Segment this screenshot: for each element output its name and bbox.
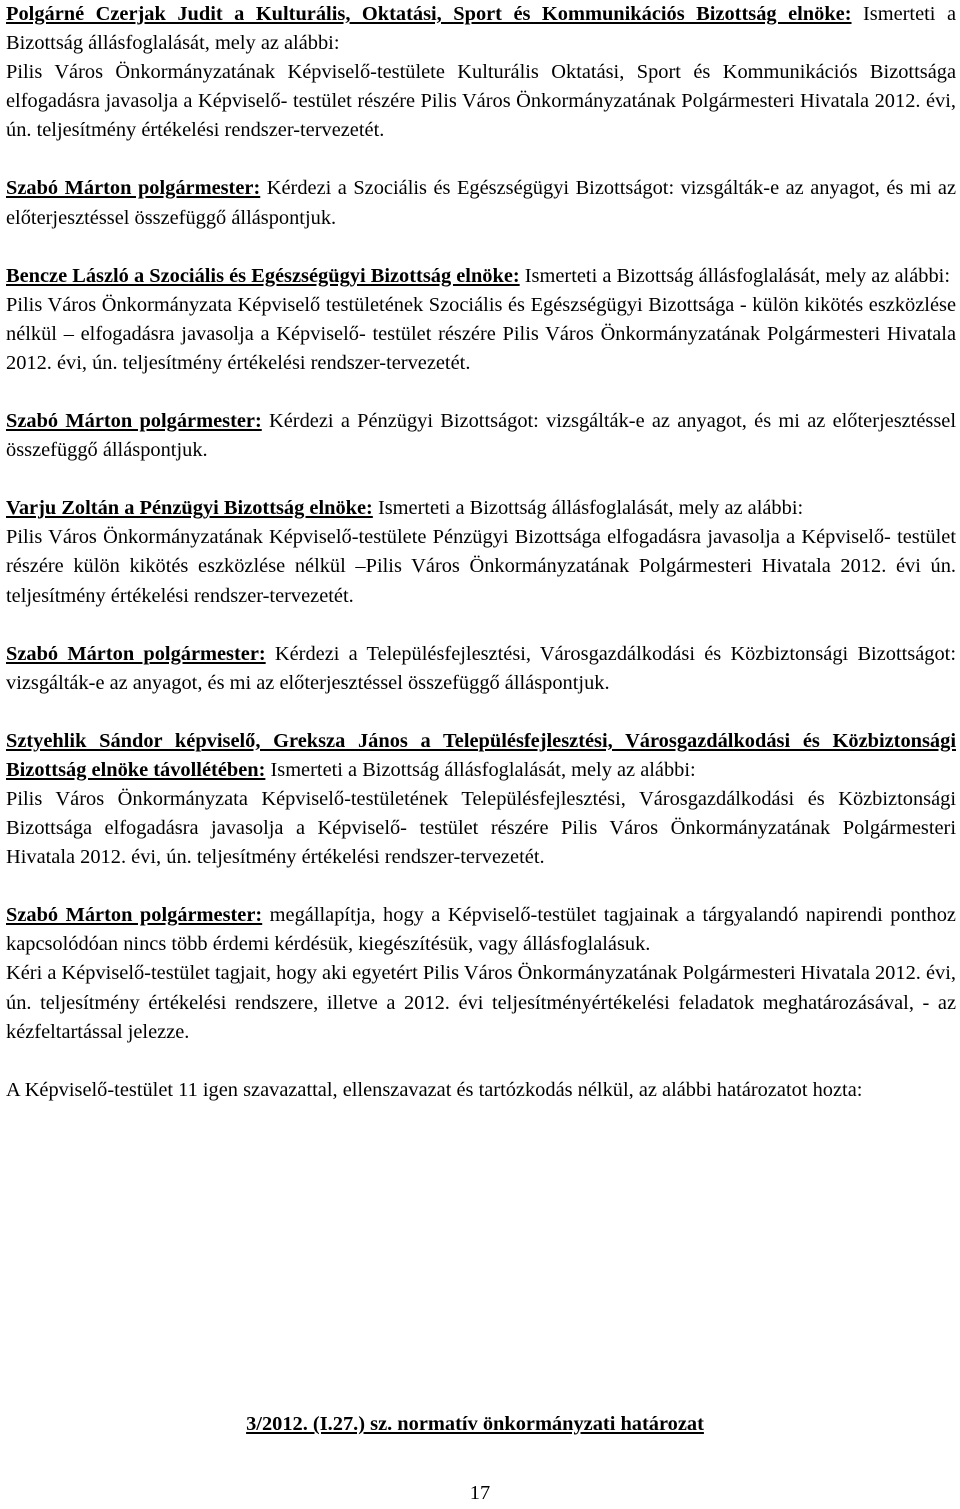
statement	[6, 174, 956, 232]
statement-block	[6, 901, 956, 1046]
statement-block	[6, 174, 956, 232]
statement-block	[6, 0, 956, 145]
statement-block	[6, 262, 956, 378]
speaker-name: Szabó Márton polgármester:	[6, 642, 266, 665]
paragraph-gap	[6, 1047, 956, 1076]
statement-block	[6, 407, 956, 465]
paragraph-gap	[6, 611, 956, 640]
statement-text: Kérdezi a Pénzügyi Bizottságot: vizsgálták-e az anyagot, és mi az előterjesztéssel összefüggő álláspontjuk.	[6, 410, 956, 462]
statement-block	[6, 640, 956, 698]
statement-block	[6, 494, 956, 610]
statement-text: megállapítja, hogy a Képviselő-testület tagjainak a tárgyalandó napirendi ponthoz kapcsolódóan nincs több érdemi kérdésük, kiegészítésük, vagy állásfoglalásuk.	[6, 904, 956, 956]
statement	[6, 727, 956, 785]
committee-position: Pilis Város Önkormányzata Képviselő-testületének Településfejlesztési, Városgazdálkodási és Közbiztonsági Bizottsága elfogadásra javasolja a Képviselő- testület részére Pilis Város Önkormányzatának Polgármesteri Hivatala 2012. évi, ún. teljesítmény értékelési rendszer-tervezetét.	[6, 787, 956, 869]
statement-text: Kérdezi a Szociális és Egészségügyi Bizottságot: vizsgálták-e az anyagot, és mi az előterjesztéssel összefüggő álláspontjuk.	[6, 177, 956, 229]
statement-text: Ismerteti a Bizottság állásfoglalását, mely az alábbi:	[6, 3, 957, 55]
statement	[6, 494, 956, 523]
speaker-name: Varju Zoltán a Pénzügyi Bizottság elnöke:	[6, 497, 373, 520]
statement-text: Ismerteti a Bizottság állásfoglalását, mely az alábbi:	[519, 264, 950, 287]
statement	[6, 407, 956, 465]
paragraph-gap	[6, 145, 956, 174]
statement	[6, 640, 956, 698]
committee-position: Pilis Város Önkormányzata Képviselő testületének Szociális és Egészségügyi Bizottsága - külön kikötés eszközlése nélkül – elfogadásra javasolja a Képviselő- testület részére Pilis Város Önkormányzatának Polgármesteri Hivatala 2012. évi, ún. teljesítmény értékelési rendszer-tervezetét.	[6, 293, 956, 374]
speaker-name: Szabó Márton polgármester:	[6, 410, 262, 433]
document-page	[6, 0, 956, 1105]
vote-result: A Képviselő-testület 11 igen szavazattal, ellenszavazat és tartózkodás nélkül, az alábbi határozatot hozta:	[6, 1078, 863, 1101]
speaker-name: Polgárné Czerjak Judit a Kulturális, Oktatási, Sport és Kommunikációs Bizottság elnöke:	[6, 3, 852, 25]
statement	[6, 901, 956, 959]
page-number: 17	[469, 1482, 491, 1504]
statement-text: Ismerteti a Bizottság állásfoglalását, mely az alábbi:	[372, 497, 804, 520]
request-text: Kéri a Képviselő-testület tagjait, hogy aki egyetért Pilis Város Önkormányzatának Polgármesteri Hivatala 2012. évi, ún. teljesítmény értékelési rendszere, illetve a 2012. évi teljesítményértékelési feladatok meghatározásával, - az kézfeltartással jelezze.	[6, 962, 956, 1043]
speaker-name: Szabó Márton polgármester:	[6, 177, 261, 200]
committee-position: Pilis Város Önkormányzatának Képviselő-testülete Pénzügyi Bizottsága elfogadásra javasolja a Képviselő- testület részére külön kikötés eszközlése nélkül –Pilis Város Önkormányzatának Polgármesteri Hivatala 2012. évi ún. teljesítmény értékelési rendszer-tervezetét.	[6, 526, 956, 607]
statement-text: Ismerteti a Bizottság állásfoglalását, mely az alábbi:	[265, 758, 696, 781]
speaker-name: Bencze László a Szociális és Egészségügyi Bizottság elnöke:	[6, 264, 520, 287]
speaker-name: Szabó Márton polgármester:	[6, 904, 263, 927]
statement	[6, 262, 956, 291]
paragraph-gap	[6, 378, 956, 407]
paragraph-gap	[6, 698, 956, 727]
statement	[6, 0, 956, 58]
resolution-title: 3/2012. (I.27.) sz. normatív önkormányzati határozat	[246, 1413, 704, 1435]
paragraph-gap	[6, 233, 956, 262]
statement-text: Kérdezi a Településfejlesztési, Városgazdálkodási és Közbiztonsági Bizottságot: vizsgálták-e az anyagot, és mi az előterjesztéssel összefüggő álláspontjuk.	[6, 642, 956, 694]
paragraph-gap	[6, 872, 956, 901]
speaker-name: Sztyehlik Sándor képviselő, Greksza János a Településfejlesztési, Városgazdálkodási és Közbiztonsági Bizottság elnöke távollétében:	[6, 729, 956, 781]
statement-block	[6, 727, 956, 872]
committee-position: Pilis Város Önkormányzatának Képviselő-testülete Kulturális Oktatási, Sport és Kommunikációs Bizottsága elfogadásra javasolja a Képviselő- testület részére Pilis Város Önkormányzatának Polgármesteri Hivatala 2012. évi, ún. teljesítmény értékelési rendszer-tervezetét.	[6, 61, 956, 142]
paragraph-gap	[6, 465, 956, 494]
